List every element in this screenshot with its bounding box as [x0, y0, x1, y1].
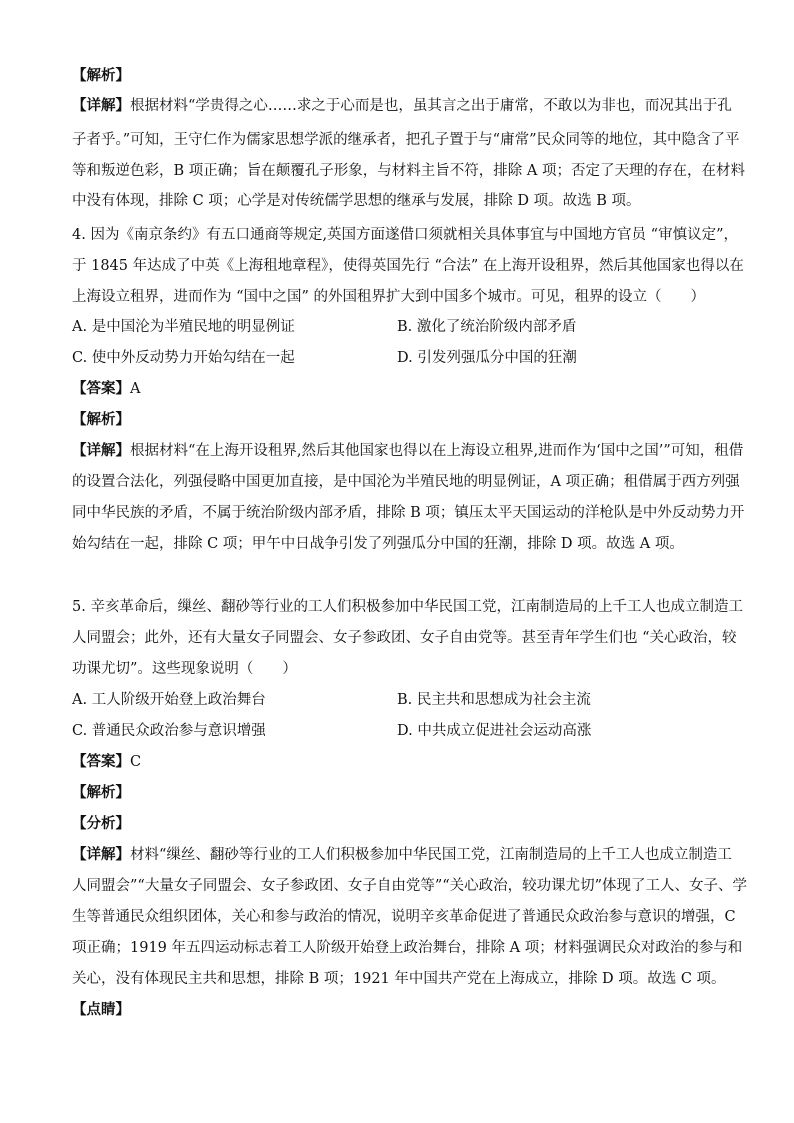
question-5-stem-line: 5. 辛亥革命后，缫丝、翻砂等行业的工人们积极参加中华民国工党，江南制造局的上千工人也成立制造工 — [72, 599, 743, 615]
detail-paragraph-line: 项正确；1919 年五四运动标志着工人阶级开始登上政治舞台，排除 A 项；材料强调民众对政治的参与和 — [72, 940, 743, 956]
question-5-option-a: A. 工人阶级开始登上政治舞台 — [72, 692, 266, 708]
question-4-option-a: A. 是中国沦为半殖民地的明显例证 — [72, 319, 295, 335]
detail-paragraph-line: 【详解】根据材料“在上海开设租界,然后其他国家也得以在上海设立租界,进而作为‘国中之国’”可知，租借 — [72, 442, 744, 459]
answer-value: A — [130, 381, 141, 397]
question-5-option-c: C. 普通民众政治参与意识增强 — [72, 723, 266, 739]
detail-paragraph-line: 等和叛逆色彩，B 项正确；旨在颠覆孔子形象，与材料主旨不符，排除 A 项；否定了天理的存在，在材料 — [72, 163, 745, 179]
question-4-option-b: B. 激化了统治阶级内部矛盾 — [397, 319, 577, 335]
detail-paragraph-line: 关心，没有体现民主共和思想，排除 B 项；1921 年中国共产党在上海成立，排除 D 项。故选 C 项。 — [72, 971, 726, 987]
detail-paragraph-line: 始勾结在一起，排除 C 项；甲午中日战争引发了列强瓜分中国的狂潮，排除 D 项。故选 A 项。 — [72, 536, 684, 552]
question-4-stem-line: 于 1845 年达成了中英《上海租地章程》，使得英国先行 “合法” 在上海开设租界，然后其他国家也得以在 — [72, 258, 744, 274]
answer-value: C — [130, 754, 142, 770]
answer-label: 【答案】 — [72, 753, 130, 770]
detail-paragraph-line: 中没有体现，排除 C 项；心学是对传统儒学思想的继承与发展，排除 D 项。故选 B 项。 — [72, 193, 641, 209]
analysis-label: 【解析】 — [72, 67, 130, 84]
question-5-option-d: D. 中共成立促进社会运动高涨 — [397, 723, 592, 739]
detail-label: 【详解】 — [72, 97, 130, 114]
detail-label: 【详解】 — [72, 846, 130, 863]
question-5-option-b: B. 民主共和思想成为社会主流 — [397, 692, 591, 708]
detail-paragraph-line: 同中华民族的矛盾，不属于统治阶级内部矛盾，排除 B 项；镇压太平天国运动的洋枪队是中外反动势力开 — [72, 505, 745, 521]
analysis-label: 【解析】 — [72, 784, 130, 801]
question-4-answer — [72, 379, 732, 399]
detail-label: 【详解】 — [72, 442, 130, 459]
answer-label: 【答案】 — [72, 380, 130, 397]
detail-paragraph-line: 【详解】根据材料“学贵得之心……求之于心而是也，虽其言之出于庸常，不敢以为非也，而况其出于孔 — [72, 97, 732, 114]
detail-paragraph-line: 人同盟会”“大量女子同盟会、女子参政团、女子自由党等”“关心政治，较功课尤切”体现了工人、女子、学 — [72, 878, 748, 894]
detail-paragraph-line: 子者乎。”可知，王守仁作为儒家思想学派的继承者，把孔子置于与“庸常”民众同等的地位，其中隐含了平 — [72, 132, 740, 148]
detail-paragraph-line: 【详解】材料“缫丝、翻砂等行业的工人们积极参加中华民国工党，江南制造局的上千工人也成立制造工 — [72, 846, 732, 863]
dianjing-label: 【点睛】 — [72, 1001, 130, 1018]
question-4-stem-line: 4. 因为《南京条约》有五口通商等规定,英国方面遂借口须就相关具体事宜与中国地方官员 “审慎议定”， — [72, 227, 738, 243]
question-5-answer — [72, 752, 732, 772]
detail-paragraph-line: 生等普通民众组织团体，关心和参与政治的情况，说明辛亥革命促进了普通民众政治参与意识的增强，C — [72, 909, 736, 925]
detail-paragraph-line: 的设置合法化，列强侵略中国更加直接，是中国沦为半殖民地的明显例证，A 项正确；租借属于西方列强 — [72, 474, 740, 490]
question-5-stem-line: 功课尤切”。这些现象说明（ ） — [72, 661, 297, 677]
question-4-option-c: C. 使中外反动势力开始勾结在一起 — [72, 350, 295, 366]
question-4-stem-line: 上海设立租界，进而作为 “国中之国” 的外国租界扩大到中国多个城市。可见，租界的设立（ ） — [72, 289, 706, 305]
fenxi-label: 【分析】 — [72, 815, 130, 832]
analysis-label: 【解析】 — [72, 411, 130, 428]
question-5-stem-line: 人同盟会；此外，还有大量女子同盟会、女子参政团、女子自由党等。甚至青年学生们也 “关心政治，较 — [72, 630, 737, 646]
question-4-option-d: D. 引发列强瓜分中国的狂潮 — [397, 350, 577, 366]
